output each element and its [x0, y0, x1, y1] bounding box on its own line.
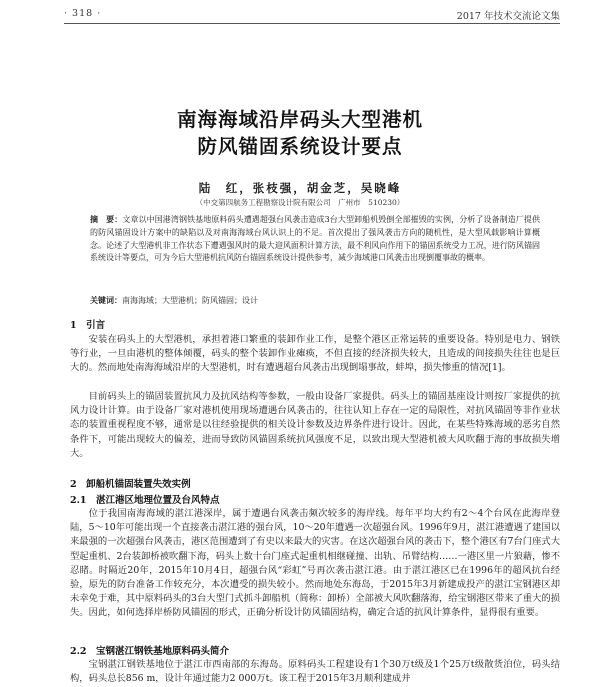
section-2-title: 2 卸船机锚固装置失效实例 — [70, 479, 191, 490]
abstract — [90, 213, 540, 265]
section-1-paragraph-1: 安装在码头上的大型港机，承担着港口繁重的装卸作业工作，是整个港区正常运转的重要设备。特别是电力、钢铁等行业，一旦由港机的整体倾覆，码头的整个装卸作业瘫痪，不但直接的经济损失较大，且造成的间接损失往往也是巨大的。然而地处南海海域沿岸的大型港机，时有遭遇超台风袭击出现倒塌事故，蚌埠，损失惨重的情况[1]。 — [70, 334, 560, 374]
keywords-text: 南海海域；大型港机；防风锚固；设计 — [122, 296, 258, 305]
paper-title-line-1: 南海海域沿岸码头大型港机 — [176, 108, 423, 131]
abstract-label: 摘 要： — [90, 214, 123, 224]
paper-title-line-2: 防风锚固系统设计要点 — [197, 135, 403, 158]
section-2-2-paragraph: 宝钢湛江钢铁基地位于湛江市西南部的东海岛。原料码头工程建设有1个30万t级及1个25万t级散货泊位，码头结构，码头总长856 m，设计年通过能力2 000万t。该工程于2015年3月顺利建成并 — [70, 659, 560, 685]
affiliation: （中交第四航务工程勘察设计院有限公司 广州市 510230） — [195, 198, 405, 207]
header-rule — [64, 23, 560, 24]
journal-name: 2017 年技术交流论文集 — [456, 11, 560, 22]
section-2-1-paragraph: 位于我国南海海域的湛江港深岸，属于遭遇台风袭击频次较多的海岸线。每年平均大约有2～4个台风在此海岸登陆，5～10年可能出现一个直接袭击湛江港的强台风，10～20年遭遇一次超强台风。1996年9月，湛江港遭遇了建国以来最强的一次超强台风袭击，港区范围遭到了有史以来最大的灾害。在这次超强台风的袭击下，整个港区有7台门座式大型起重机、2台装卸桥被吹翻下海，码头上数十台门座式起重机相继碰撞、出轨、吊臂结构……一港区里一片狼藉，惨不忍睹。时隔近20年，2015年10月4日，超强台风“彩虹”号再次袭击湛江港。由于湛江港区已在1996年的超风抗台经验，原先的防台准备工作较充分，本次遭受的损失较小。然而地处东海岛，于2015年3月新建成投产的湛江宝钢港区却未幸免于难，其中原料码头的3台大型门式抓斗卸船机（简称：卸桥）全部被大风吹翻落海，给宝钢港区带来了重大的损失。因此，如何选择岸桥防风锚固的形式，正确分析设计防风锚固结构，确定合适的抗风计算条件，显得很有重要。 — [70, 508, 560, 619]
keywords — [90, 295, 540, 306]
authors: 陆 红，张枝强，胡金芝，吴晓峰 — [198, 181, 402, 195]
section-1-paragraph-2: 目前码头上的锚固装置抗风力及抗风结构等参数，一般由设备厂家提供。码头上的锚固基座设计则按厂家提供的抗风力设计计算。由于设备厂家对港机使用现场遭遇台风袭击的，往往认知上存在一定的局限性，对抗风锚固等非作业状态的装置重视程度不够，通常是以往经验提供的相关设计参数及边界条件进行设计。因此，在某些特殊海域的恶劣自然条件下，可能出现较大的偏差，进而导致防风锚固系统抗风强度不足，以致出现大型港机被大风吹翻于海的事故损失增大。 — [70, 391, 560, 459]
keywords-label: 关键词： — [90, 295, 122, 305]
abstract-text: 文章以中国港湾钢铁基地原料码头遭遇超强台风袭击造成3台大型卸船机毁倒全部摧毁的实例，分析了设备制造厂提供的防风锚固设计方案中的缺陷以及对南海海域台风认识上的不足。首次提出了强风袭击方向的随机性，是大型风载影响计算概念。论述了大型港机非工作状态下遭遇强风时的最大迎风面积计算方法，最不利风向作用下的锚固系统受力工况，进行防风锚固系统设计等要点，可为今后大型港机抗风防台锚固系统设计提供参考，减少海域港口风袭击出现倒覆事故的概率。 — [90, 215, 540, 263]
page-number: · 318 · — [64, 8, 102, 19]
section-2-1-title: 2.1 湛江港区地理位置及台风特点 — [70, 495, 220, 506]
section-2-2-title: 2.2 宝钢湛江钢铁基地原料码头简介 — [70, 646, 230, 657]
running-header — [64, 6, 560, 26]
section-1-title: 1 引言 — [70, 320, 106, 331]
